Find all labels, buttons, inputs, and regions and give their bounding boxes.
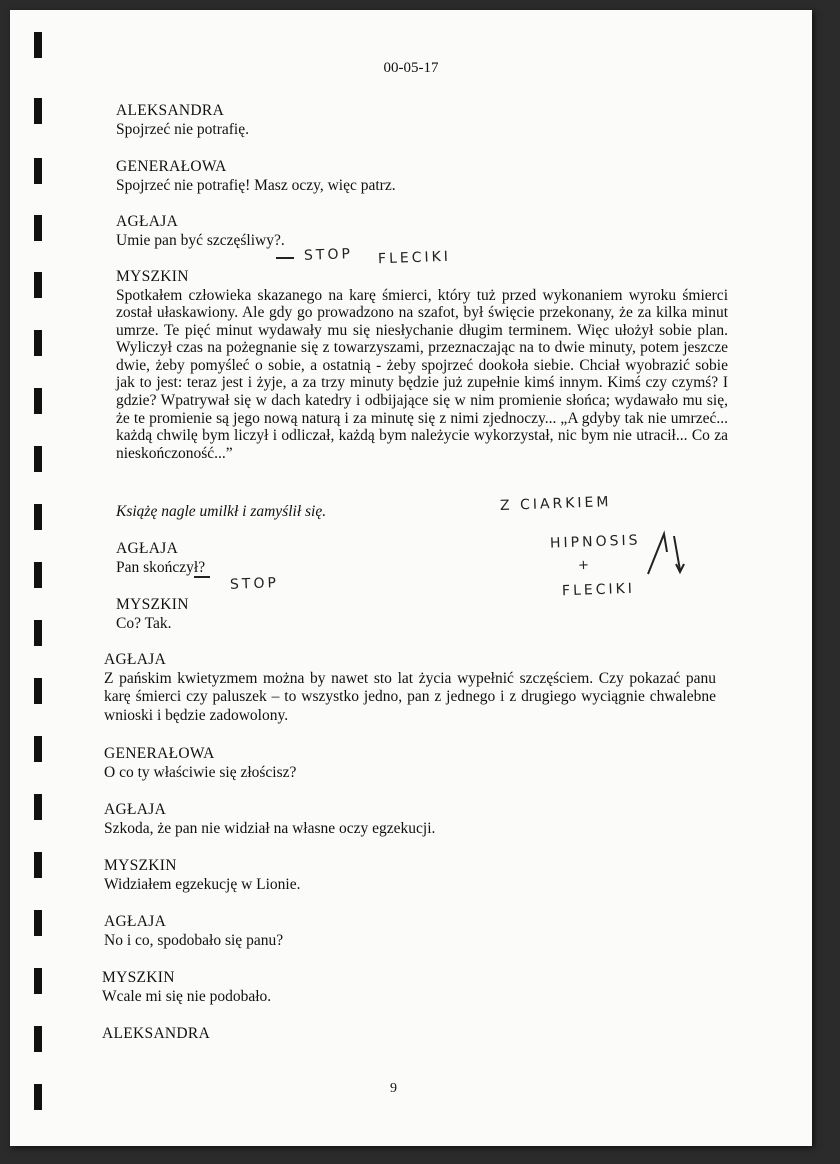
handwritten-note: STOP [303, 246, 354, 264]
handwritten-note: STOP [229, 575, 280, 593]
dialogue-line: Co? Tak. [116, 614, 172, 632]
page-number: 9 [390, 1081, 397, 1096]
dialogue-line: Szkoda, że pan nie widział na własne oczy egzekucji. [104, 819, 436, 837]
document-page [10, 10, 812, 1146]
dialogue-paragraph: Spotkałem człowieka skazanego na karę śmierci, który tuż przed wykonaniem wyroku śmierci został ułaskawiony. Ale gdy go prowadzono na szafot, był święcie przekonany, że za kilka minut umrze. Te pięć minut wydawały mu się niesłychanie długim terminem. Więc ułożył sobie plan. Wyliczył czas na pożegnanie się z towarzyszami, przeznaczając na to dwie minuty, potem jeszcze dwie, żeby pomyśleć o sobie, a ostatnią - żeby spojrzeć dookoła siebie. Chciał wyobrazić sobie jak to jest: teraz jest i żyje, a za trzy minuty będzie już zupełnie kimś innym. Kimś czy czymś? I gdzie? Wpatrywał się w dach katedry i odbijające się w nim promienie słońca; wydawało mu się, że te promienie są jego nową naturą i za minutę się z nimi zjednoczy... „A gdyby tak nie umrzeć... każdą chwilę bym liczył i odliczał, każdą bym należycie wykorzystał, nic bym nie utracił... Co za nieskończoność...” [116, 286, 728, 462]
handwritten-note: FLECIKI [561, 580, 636, 600]
speaker-name: AGŁAJA [104, 801, 167, 818]
handwritten-dash [276, 257, 294, 259]
speaker-name: AGŁAJA [116, 213, 179, 230]
dialogue-block [116, 540, 205, 577]
document-date: 00-05-17 [383, 60, 439, 76]
dialogue-line: Pan skończył? [116, 558, 206, 576]
speaker-name: AGŁAJA [104, 651, 167, 668]
dialogue-line: No i co, spodobało się panu? [104, 931, 284, 949]
dialogue-block [104, 745, 296, 782]
dialogue-block [104, 857, 300, 894]
handwritten-note: Z CIARKIEM [499, 494, 612, 514]
stage-direction: Książę nagle umilkł i zamyślił się. [116, 503, 327, 520]
dialogue-block [116, 158, 396, 195]
handwritten-arrows-icon [640, 530, 710, 590]
handwritten-note: HIPNOSIS [549, 532, 641, 552]
dialogue-block [102, 1025, 210, 1044]
handwritten-dash [194, 576, 210, 578]
dialogue-line: Spojrzeć nie potrafię! Masz oczy, więc patrz. [116, 176, 396, 194]
dialogue-line: Widziałem egzekucję w Lionie. [104, 875, 301, 893]
dialogue-block [116, 213, 285, 250]
speaker-name: AGŁAJA [104, 913, 167, 930]
speaker-name: MYSZKIN [104, 857, 177, 874]
handwritten-plus: + [577, 557, 593, 574]
dialogue-block [116, 268, 728, 462]
dialogue-line: O co ty właściwie się złościsz? [104, 763, 297, 781]
speaker-name: ALEKSANDRA [102, 1025, 211, 1042]
dialogue-block [102, 969, 271, 1006]
speaker-name: MYSZKIN [116, 596, 189, 613]
dialogue-line: Umie pan być szczęśliwy?. [116, 231, 285, 249]
speaker-name: ALEKSANDRA [116, 102, 225, 119]
dialogue-block [116, 102, 249, 139]
handwritten-note: FLECIKI [377, 248, 452, 268]
speaker-name: GENERAŁOWA [104, 745, 215, 762]
binding-holes [34, 10, 44, 1146]
dialogue-block [116, 596, 189, 633]
speaker-name: MYSZKIN [116, 268, 189, 285]
dialogue-block [104, 651, 716, 725]
dialogue-line: Spojrzeć nie potrafię. [116, 120, 249, 138]
dialogue-line: Wcale mi się nie podobało. [102, 987, 272, 1005]
dialogue-block [104, 913, 283, 950]
speaker-name: GENERAŁOWA [116, 158, 227, 175]
dialogue-paragraph: Z pańskim kwietyzmem można by nawet sto lat życia wypełnić szczęściem. Czy pokazać panu karę śmierci czy paluszek – to wszystko jedno, pan z jednego i z drugiego wyciągnie chwalebne wnioski i będzie zadowolony. [104, 669, 716, 724]
speaker-name: AGŁAJA [116, 540, 179, 557]
speaker-name: MYSZKIN [102, 969, 175, 986]
dialogue-block [104, 801, 435, 838]
